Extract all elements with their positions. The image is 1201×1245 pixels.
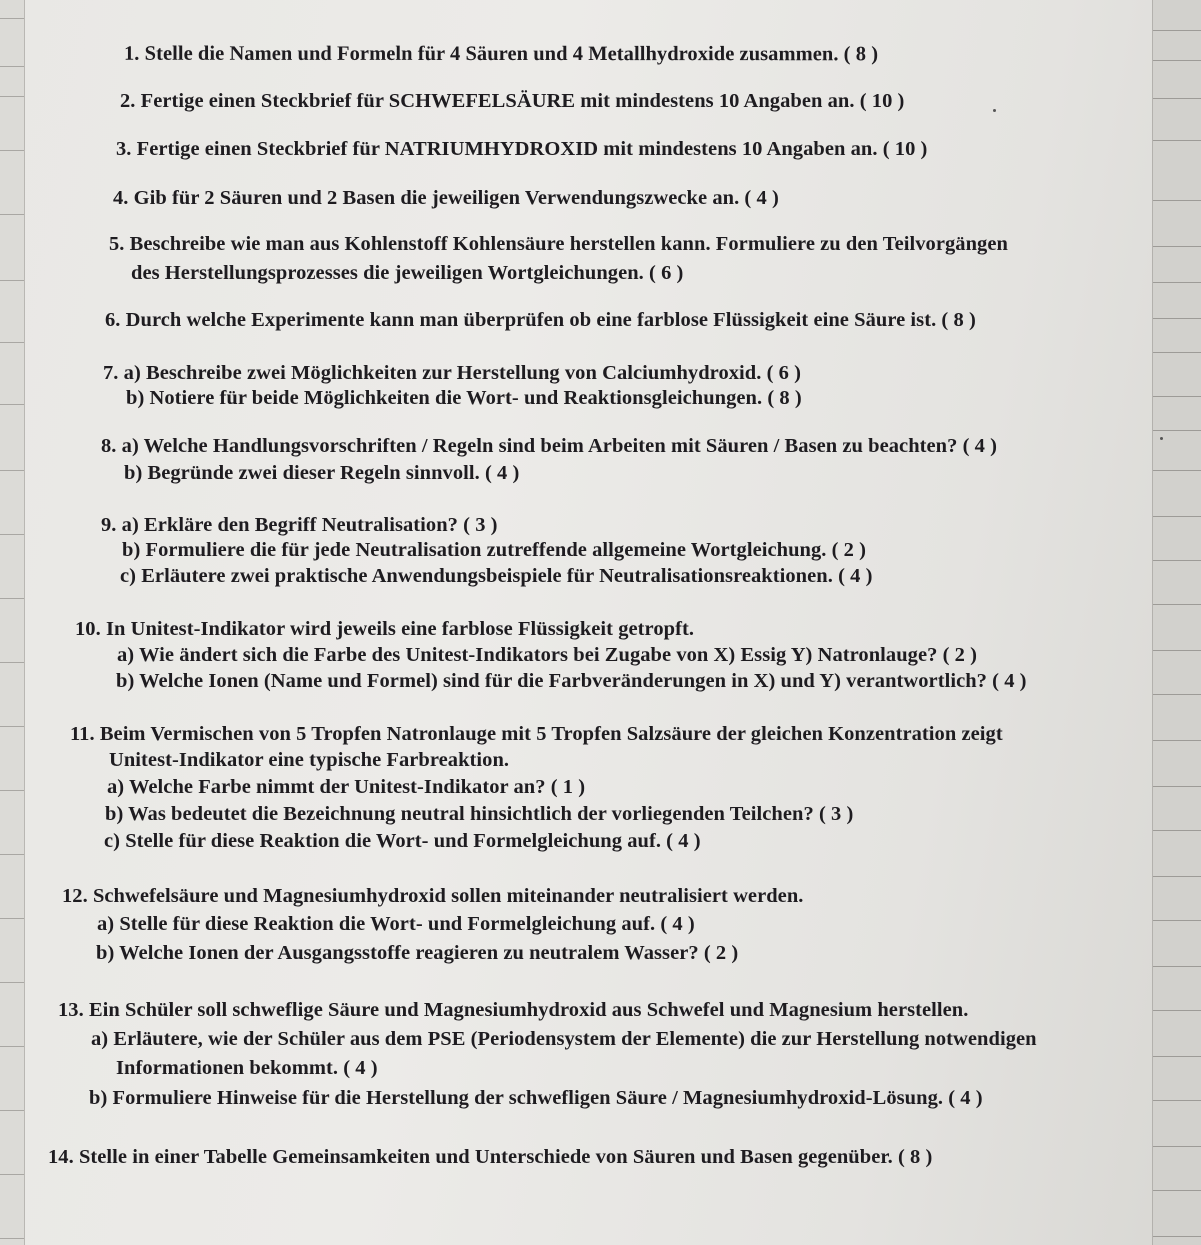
task-11a: a) Welche Farbe nimmt der Unitest-Indikator an? ( 1 ) <box>107 776 586 798</box>
grid-line <box>1153 1146 1201 1147</box>
grid-line <box>1153 1236 1201 1237</box>
grid-line <box>0 918 24 919</box>
task-5-line-1: 5. Beschreibe wie man aus Kohlenstoff Kohlensäure herstellen kann. Formuliere zu den Teilvorgängen <box>109 233 1008 255</box>
grid-line <box>1153 396 1201 397</box>
task-10: 10. In Unitest-Indikator wird jeweils eine farblose Flüssigkeit getropft. <box>75 618 695 640</box>
grid-line <box>0 598 24 599</box>
task-13a-line-2: Informationen bekommt. ( 4 ) <box>116 1057 378 1079</box>
grid-line <box>1153 604 1201 605</box>
grid-line <box>0 342 24 343</box>
task-9c: c) Erläutere zwei praktische Anwendungsbeispiele für Neutralisationsreaktionen. ( 4 ) <box>120 565 873 587</box>
grid-line <box>1153 516 1201 517</box>
task-10b: b) Welche Ionen (Name und Formel) sind für die Farbveränderungen in X) und Y) verantwortlich? ( 4 ) <box>116 670 1027 692</box>
grid-line <box>0 854 24 855</box>
task-12b: b) Welche Ionen der Ausgangsstoffe reagieren zu neutralem Wasser? ( 2 ) <box>96 942 739 964</box>
left-graph-paper-edge <box>0 0 25 1245</box>
grid-line <box>1153 650 1201 651</box>
grid-line <box>1153 470 1201 471</box>
task-7a: 7. a) Beschreibe zwei Möglichkeiten zur Herstellung von Calciumhydroxid. ( 6 ) <box>103 362 802 384</box>
grid-line <box>1153 966 1201 967</box>
grid-line <box>0 404 24 405</box>
grid-line <box>0 470 24 471</box>
grid-line <box>0 66 24 67</box>
task-4: 4. Gib für 2 Säuren und 2 Basen die jeweiligen Verwendungszwecke an. ( 4 ) <box>113 187 779 209</box>
task-13b: b) Formuliere Hinweise für die Herstellung der schwefligen Säure / Magnesiumhydroxid-Lösung. ( 4 ) <box>89 1087 983 1109</box>
grid-line <box>1153 318 1201 319</box>
task-13: 13. Ein Schüler soll schweflige Säure und Magnesiumhydroxid aus Schwefel und Magnesium herstellen. <box>58 999 969 1021</box>
grid-line <box>0 1238 24 1239</box>
task-11c: c) Stelle für diese Reaktion die Wort- und Formelgleichung auf. ( 4 ) <box>104 830 701 852</box>
grid-line <box>1153 200 1201 201</box>
task-11-line-1: 11. Beim Vermischen von 5 Tropfen Natronlauge mit 5 Tropfen Salzsäure der gleichen Konzentration zeigt <box>70 723 1003 745</box>
grid-line <box>1153 876 1201 877</box>
task-1: 1. Stelle die Namen und Formeln für 4 Säuren und 4 Metallhydroxide zusammen. ( 8 ) <box>123 42 879 66</box>
grid-line <box>1153 920 1201 921</box>
task-8b: b) Begründe zwei dieser Regeln sinnvoll. ( 4 ) <box>124 462 520 484</box>
grid-line <box>0 214 24 215</box>
task-5-line-2: des Herstellungsprozesses die jeweiligen Wortgleichungen. ( 6 ) <box>131 262 684 284</box>
task-11-line-2: Unitest-Indikator eine typische Farbreaktion. <box>109 749 510 771</box>
grid-line <box>0 1046 24 1047</box>
grid-line <box>0 790 24 791</box>
task-13a-line-1: a) Erläutere, wie der Schüler aus dem PSE (Periodensystem der Elemente) die zur Herstellung notwendigen <box>91 1028 1037 1050</box>
grid-line <box>0 662 24 663</box>
grid-line <box>1153 352 1201 353</box>
grid-line <box>1153 430 1201 431</box>
task-8a: 8. a) Welche Handlungsvorschriften / Regeln sind beim Arbeiten mit Säuren / Basen zu beachten? ( 4 ) <box>101 435 998 457</box>
grid-line <box>1153 140 1201 141</box>
grid-line <box>1153 694 1201 695</box>
grid-line <box>1153 740 1201 741</box>
grid-line <box>0 150 24 151</box>
grid-line <box>0 280 24 281</box>
task-14: 14. Stelle in einer Tabelle Gemeinsamkeiten und Unterschiede von Säuren und Basen gegenüber. ( 8 ) <box>48 1146 933 1168</box>
grid-line <box>1153 1100 1201 1101</box>
grid-line <box>1153 30 1201 31</box>
grid-line <box>1153 246 1201 247</box>
grid-line <box>1153 560 1201 561</box>
grid-line <box>0 1110 24 1111</box>
task-10a: a) Wie ändert sich die Farbe des Unitest-Indikators bei Zugabe von X) Essig Y) Natronlauge? ( 2 ) <box>117 644 977 666</box>
task-11b: b) Was bedeutet die Bezeichnung neutral hinsichtlich der vorliegenden Teilchen? ( 3 ) <box>105 803 854 825</box>
task-7b: b) Notiere für beide Möglichkeiten die Wort- und Reaktionsgleichungen. ( 8 ) <box>126 387 802 409</box>
task-3: 3. Fertige einen Steckbrief für NATRIUMHYDROXID mit mindestens 10 Angaben an. ( 10 ) <box>116 138 928 160</box>
grid-line <box>1153 98 1201 99</box>
task-9b: b) Formuliere die für jede Neutralisation zutreffende allgemeine Wortgleichung. ( 2 ) <box>122 539 867 561</box>
grid-line <box>0 726 24 727</box>
paper-speck <box>1160 437 1163 440</box>
grid-line <box>0 982 24 983</box>
task-12a: a) Stelle für diese Reaktion die Wort- und Formelgleichung auf. ( 4 ) <box>97 913 695 935</box>
task-6: 6. Durch welche Experimente kann man überprüfen ob eine farblose Flüssigkeit eine Säure ist. ( 8 ) <box>105 309 976 331</box>
grid-line <box>0 534 24 535</box>
task-9a: 9. a) Erkläre den Begriff Neutralisation? ( 3 ) <box>101 514 498 536</box>
grid-line <box>1153 786 1201 787</box>
right-graph-paper-edge <box>1152 0 1201 1245</box>
grid-line <box>0 1174 24 1175</box>
grid-line <box>1153 1190 1201 1191</box>
grid-line <box>1153 1010 1201 1011</box>
grid-line <box>1153 1056 1201 1057</box>
grid-line <box>1153 60 1201 61</box>
grid-line <box>0 18 24 19</box>
task-2: 2. Fertige einen Steckbrief für SCHWEFELSÄURE mit mindestens 10 Angaben an. ( 10 ) <box>120 90 905 112</box>
grid-line <box>0 96 24 97</box>
paper-speck <box>993 109 996 112</box>
grid-line <box>1153 282 1201 283</box>
task-12: 12. Schwefelsäure und Magnesiumhydroxid sollen miteinander neutralisiert werden. <box>62 885 804 907</box>
grid-line <box>1153 830 1201 831</box>
